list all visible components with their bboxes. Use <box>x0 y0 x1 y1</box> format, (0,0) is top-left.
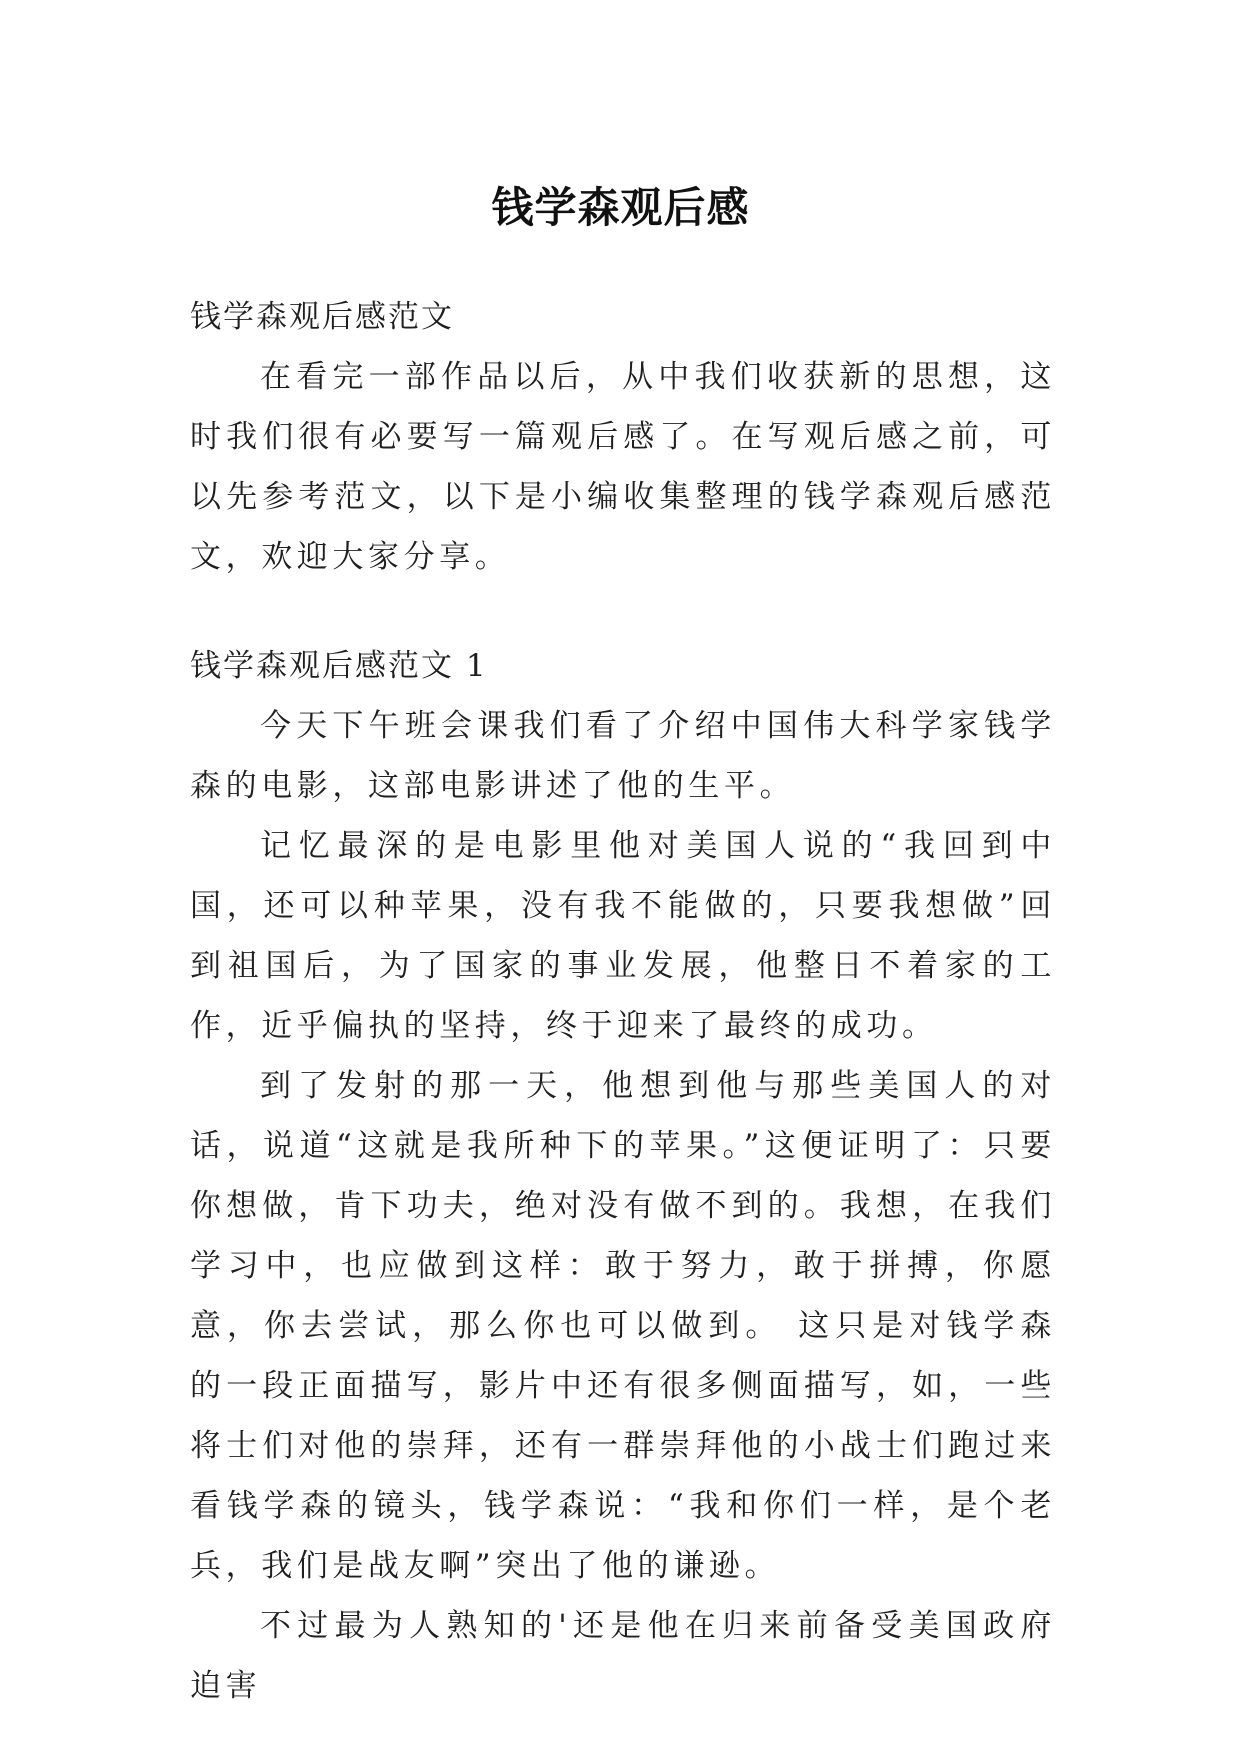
body-paragraph: 今天下午班会课我们看了介绍中国伟大科学家钱学森的电影，这部电影讲述了他的生平。 <box>190 708 1056 804</box>
body-paragraph: 到了发射的那一天，他想到他与那些美国人的对话，说道“这就是我所种下的苹果。”这便证明了：只要你想做，肯下功夫，绝对没有做不到的。我想，在我们学习中，也应做到这样：敢于努力，敢于拼搏，你愿意，你去尝试，那么你也可以做到。 这只是对钱学森的一段正面描写，影片中还有很多侧面描写，如，一些将士们对他的崇拜，还有一群崇拜他的小战士们跑过来看钱学森的镜头，钱学森说：“我和你们一样，是个老兵，我们是战友啊”突出了他的谦逊。 <box>190 1068 1056 1584</box>
essay-section <box>190 636 1056 1716</box>
intro-section <box>190 287 1056 587</box>
body-paragraph: 记忆最深的是电影里他对美国人说的“我回到中国，还可以种苹果，没有我不能做的，只要我想做”回到祖国后，为了国家的事业发展，他整日不着家的工作，近乎偏执的坚持，终于迎来了最终的成功。 <box>190 828 1056 1044</box>
section-heading: 钱学森观后感范文 1 <box>190 648 488 684</box>
intro-heading: 钱学森观后感范文 <box>190 299 454 335</box>
intro-paragraph: 在看完一部作品以后，从中我们收获新的思想，这时我们很有必要写一篇观后感了。在写观后感之前，可以先参考范文，以下是小编收集整理的钱学森观后感范文，欢迎大家分享。 <box>190 359 1056 575</box>
body-paragraph: 不过最为人熟知的'还是他在归来前备受美国政府迫害 <box>190 1608 1056 1704</box>
document-title: 钱学森观后感 <box>491 183 750 233</box>
